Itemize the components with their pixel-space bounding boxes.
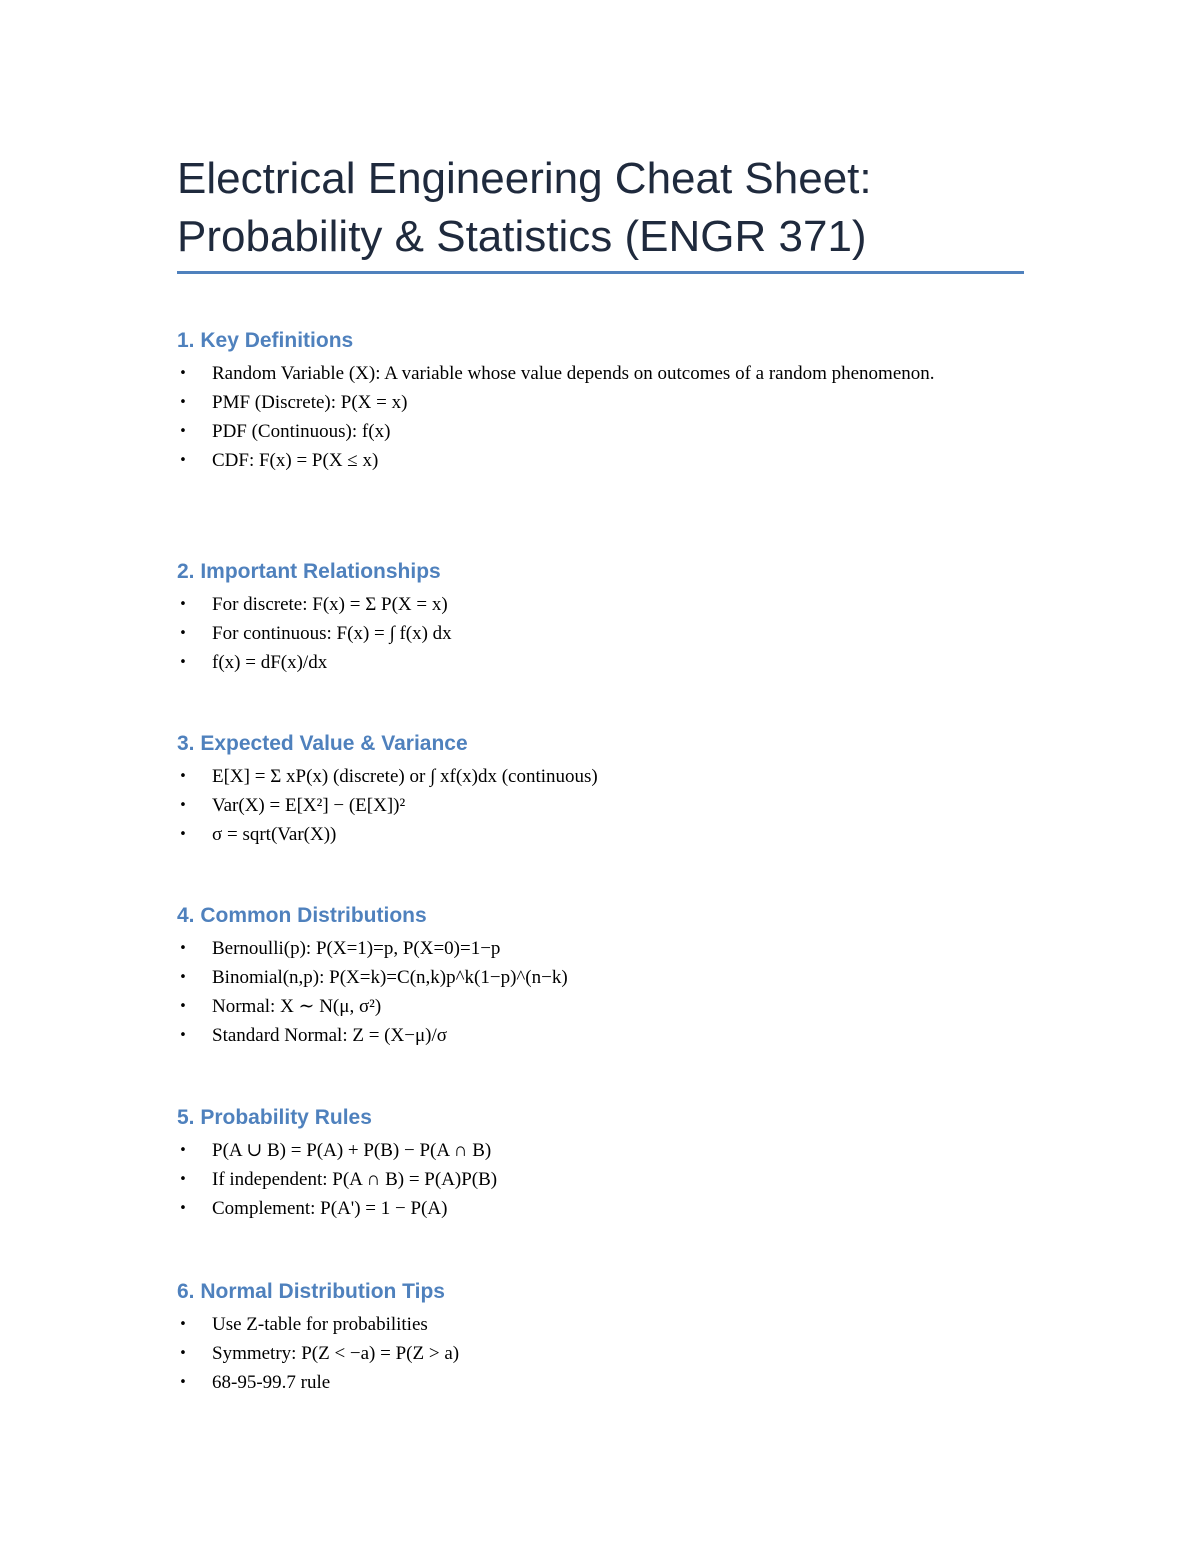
section-heading: 6. Normal Distribution Tips xyxy=(177,1280,445,1303)
bullet-icon: • xyxy=(179,1201,187,1216)
bullet-icon: • xyxy=(179,424,187,439)
bullet-list xyxy=(177,590,1024,677)
list-item: • For discrete: F(x) = Σ P(X = x) xyxy=(177,590,972,619)
section-normal-distribution-tips xyxy=(177,1278,1024,1397)
list-item: • PMF (Discrete): P(X = x) xyxy=(177,388,972,417)
list-item: • Var(X) = E[X²] − (E[X])² xyxy=(177,791,972,820)
list-item: • E[X] = Σ xP(x) (discrete) or ∫ xf(x)dx (continuous) xyxy=(177,762,972,791)
bullet-icon: • xyxy=(179,1172,187,1187)
list-item: • If independent: P(A ∩ B) = P(A)P(B) xyxy=(177,1165,972,1194)
bullet-icon: • xyxy=(179,655,187,670)
bullet-icon: • xyxy=(179,798,187,813)
section-heading: 3. Expected Value & Variance xyxy=(177,732,468,755)
bullet-icon: • xyxy=(179,941,187,956)
section-common-distributions xyxy=(177,902,1024,1050)
bullet-icon: • xyxy=(179,366,187,381)
section-key-definitions xyxy=(177,327,1024,475)
list-item: • 68-95-99.7 rule xyxy=(177,1368,972,1397)
bullet-list xyxy=(177,359,1024,475)
list-item: • σ = sqrt(Var(X)) xyxy=(177,820,972,849)
bullet-list xyxy=(177,1136,1024,1223)
title-underline xyxy=(177,271,1024,274)
title-line-1: Electrical Engineering Cheat Sheet: xyxy=(177,154,872,203)
list-item: • f(x) = dF(x)/dx xyxy=(177,648,972,677)
bullet-icon: • xyxy=(179,597,187,612)
bullet-list xyxy=(177,1310,1024,1397)
section-heading: 4. Common Distributions xyxy=(177,904,427,927)
bullet-icon: • xyxy=(179,395,187,410)
bullet-list xyxy=(177,762,1024,849)
title-line-2: Probability & Statistics (ENGR 371) xyxy=(177,212,867,261)
bullet-icon: • xyxy=(179,1143,187,1158)
list-item: • Use Z-table for probabilities xyxy=(177,1310,972,1339)
bullet-icon: • xyxy=(179,1375,187,1390)
list-item: • Binomial(n,p): P(X=k)=C(n,k)p^k(1−p)^(n−k) xyxy=(177,963,972,992)
list-item: • Symmetry: P(Z < −a) = P(Z > a) xyxy=(177,1339,972,1368)
bullet-icon: • xyxy=(179,970,187,985)
bullet-icon: • xyxy=(179,453,187,468)
list-item: • P(A ∪ B) = P(A) + P(B) − P(A ∩ B) xyxy=(177,1136,972,1165)
section-heading: 5. Probability Rules xyxy=(177,1106,372,1129)
list-item: • PDF (Continuous): f(x) xyxy=(177,417,972,446)
bullet-icon: • xyxy=(179,827,187,842)
section-important-relationships xyxy=(177,558,1024,677)
section-expected-value-variance xyxy=(177,730,1024,849)
list-item: • For continuous: F(x) = ∫ f(x) dx xyxy=(177,619,972,648)
bullet-icon: • xyxy=(179,1317,187,1332)
list-item: • Normal: X ∼ N(μ, σ²) xyxy=(177,992,972,1021)
bullet-icon: • xyxy=(179,1028,187,1043)
section-heading: 1. Key Definitions xyxy=(177,329,354,352)
bullet-list xyxy=(177,934,1024,1050)
list-item: • Random Variable (X): A variable whose value depends on outcomes of a random phenomenon. xyxy=(177,359,972,388)
document-page xyxy=(177,0,1024,1553)
list-item: • CDF: F(x) = P(X ≤ x) xyxy=(177,446,972,475)
bullet-icon: • xyxy=(179,626,187,641)
bullet-icon: • xyxy=(179,1346,187,1361)
section-probability-rules xyxy=(177,1104,1024,1223)
list-item: • Complement: P(A') = 1 − P(A) xyxy=(177,1194,972,1223)
bullet-icon: • xyxy=(179,999,187,1014)
section-heading: 2. Important Relationships xyxy=(177,560,441,583)
document-title xyxy=(177,150,1024,266)
bullet-icon: • xyxy=(179,769,187,784)
list-item: • Standard Normal: Z = (X−μ)/σ xyxy=(177,1021,972,1050)
list-item: • Bernoulli(p): P(X=1)=p, P(X=0)=1−p xyxy=(177,934,972,963)
